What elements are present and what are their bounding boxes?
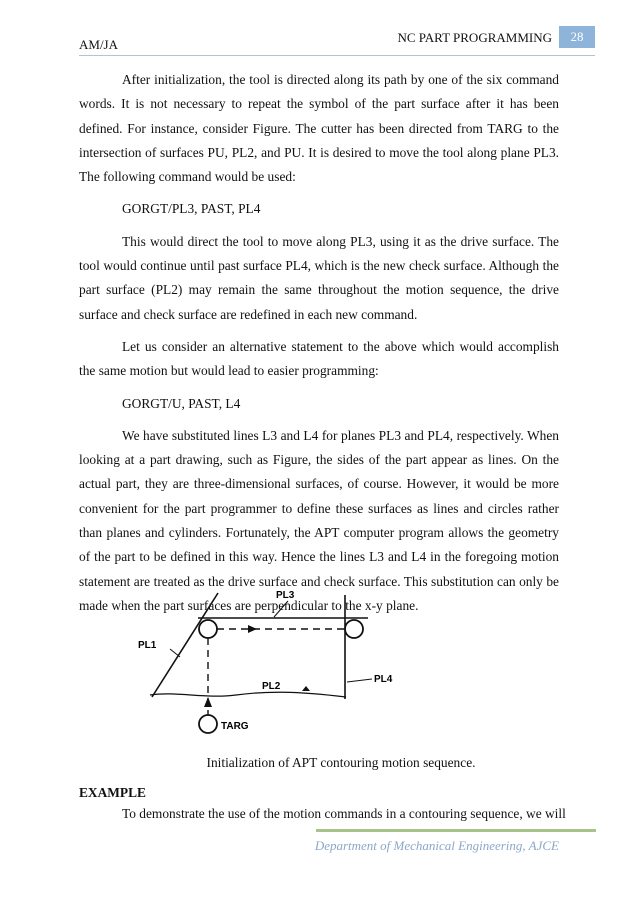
page-number-badge: 28 — [559, 26, 595, 48]
arrowhead-right — [248, 625, 257, 633]
label-pl4: PL4 — [374, 674, 393, 685]
example-text: To demonstrate the use of the motion commands in a contouring sequence, we will — [122, 806, 566, 821]
command-line-2: GORGT/U, PAST, L4 — [122, 395, 241, 411]
pl2-marker — [302, 686, 310, 691]
pl2-boundary — [150, 692, 346, 697]
header-rule — [79, 55, 595, 56]
cutter-circle-targ — [199, 715, 217, 733]
figure-caption: Initialization of APT contouring motion sequence. — [206, 755, 476, 770]
pl4-leader — [347, 679, 372, 682]
arrowhead-up — [204, 697, 212, 707]
paragraph-3: Let us consider an alternative statement to the above which would accomplish the same motion but would lead to easier programming: — [79, 338, 559, 379]
label-pl2: PL2 — [262, 681, 281, 692]
paragraph-2: This would direct the tool to move along PL3, using it as the drive surface. The tool would continue until past surface PL4, which is the new check surface. Although the part surface (PL2) may remain the same throughout the motion sequence, the drive surface and check surface are redefined in each new command. — [79, 233, 559, 322]
cutter-circle-start — [199, 620, 217, 638]
label-pl3: PL3 — [276, 590, 295, 601]
example-heading: EXAMPLE — [79, 785, 146, 800]
footer-text: Department of Mechanical Engineering, AJCE — [314, 838, 559, 853]
label-pl1: PL1 — [138, 640, 157, 651]
paragraph-4: We have substituted lines L3 and L4 for planes PL3 and PL4, respectively. When looking at a part drawing, such as Figure, the sides of the part appear as lines. On the actual part, they are three-dimensional surfaces, of course. However, it would be more convenient for the part programmer to define these surfaces as lines and circles rather than planes and cylinders. Fortunately, the APT computer program allows the geometry of the part to be defined in this way. Hence the lines L3 and L4 in the foregoing motion statement are treated as the drive surface and check surface. This substitution can only be made when the part surfaces are perpendicular to the x-y plane. — [79, 427, 559, 613]
command-line-1: GORGT/PL3, PAST, PL4 — [122, 201, 261, 217]
label-targ: TARG — [221, 721, 249, 732]
header-title: NC PART PROGRAMMING — [397, 30, 552, 45]
pl1-leader — [170, 649, 180, 657]
contouring-figure — [136, 585, 406, 750]
header-left: AM/JA — [79, 37, 119, 52]
paragraph-1: After initialization, the tool is directed along its path by one of the six command words. It is not necessary to repeat the symbol of the part surface after it has been defined. For instance, consider Figure. The cutter has been directed from TARG to the intersection of surfaces PU, PL2, and PU. It is desired to move the tool along plane PL3. The following command would be used: — [79, 72, 559, 185]
cutter-circle-end — [345, 620, 363, 638]
body-text — [79, 68, 559, 618]
pl3-leader — [274, 601, 288, 617]
footer-rule — [316, 829, 596, 832]
